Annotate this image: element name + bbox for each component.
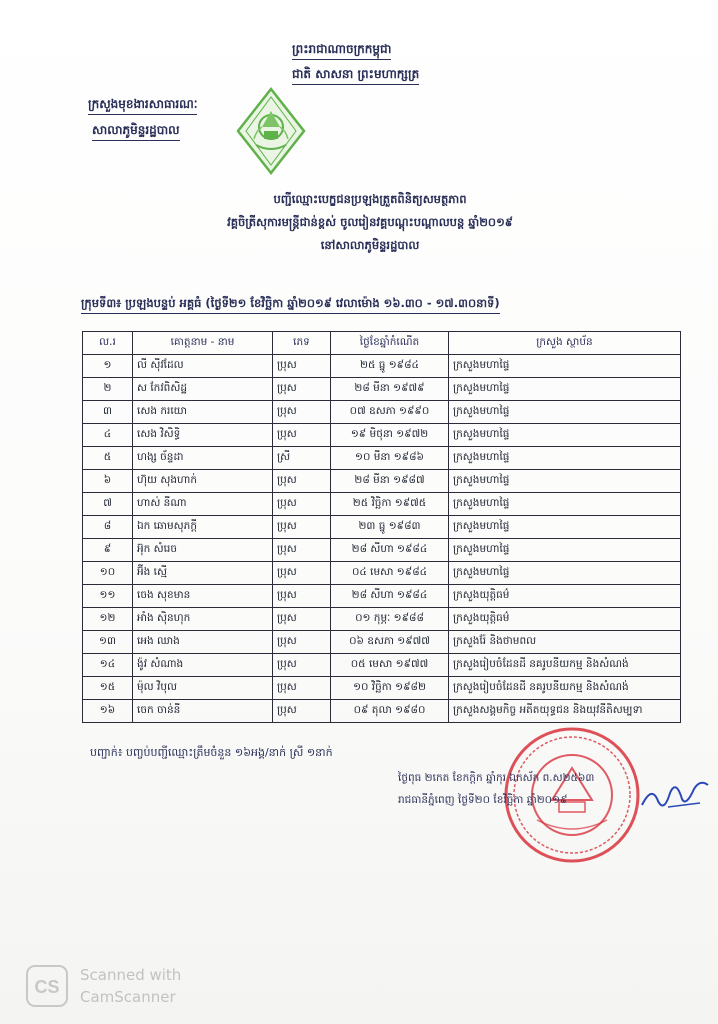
row-number: ១១ <box>83 585 133 608</box>
row-name: ង៉ូវ សំណាង <box>133 654 273 677</box>
signature-icon <box>638 775 718 815</box>
watermark-line-1: Scanned with <box>80 966 182 984</box>
row-name: សេង ករយោ <box>133 401 273 424</box>
national-motto: ជាតិ សាសនា ព្រះមហាក្សត្រ <box>292 66 419 85</box>
row-name: ហង្ស ច័ន្ទដា <box>133 447 273 470</box>
watermark-line-2: CamScanner <box>80 988 176 1006</box>
row-sex: ប្រុស <box>273 585 331 608</box>
row-name: ហ៊ុយ សុងហាក់ <box>133 470 273 493</box>
table-row <box>83 447 681 470</box>
row-sex: ប្រុស <box>273 608 331 631</box>
row-birth-date: ២៨ សីហា ១៩៨៤ <box>331 585 449 608</box>
title-line-2: វគ្គចិត្រីសុការមន្ត្រីជាន់ខ្ពស់ ចូលរៀនវគ្គបណ្តុះបណ្តាលបន្ត ឆ្នាំ២០១៩ <box>227 215 513 229</box>
table-row <box>83 516 681 539</box>
row-number: ៥ <box>83 447 133 470</box>
table-row <box>83 585 681 608</box>
row-ministry: ក្រសួងមហាផ្ទៃ <box>449 516 681 539</box>
row-ministry: ក្រសួងមហាផ្ទៃ <box>449 539 681 562</box>
row-birth-date: ០១ កុម្ភៈ ១៩៨៨ <box>331 608 449 631</box>
table-row <box>83 608 681 631</box>
row-sex: ប្រុស <box>273 516 331 539</box>
table-row <box>83 654 681 677</box>
row-number: ៨ <box>83 516 133 539</box>
header-birth-date: ថ្ងៃខែឆ្នាំកំណើត <box>331 332 449 355</box>
school-emblem-icon <box>236 87 306 175</box>
header-ministry: ក្រសួង ស្ថាប័ន <box>449 332 681 355</box>
row-name: ចេង សុខមាន <box>133 585 273 608</box>
row-number: ៦ <box>83 470 133 493</box>
title-line-1: បញ្ជីឈ្មោះបេក្ខជនប្រឡងត្រួតពិនិត្យសមត្ថភាព <box>273 192 467 206</box>
row-birth-date: ២៨ សីហា ១៩៨៤ <box>331 539 449 562</box>
row-name: ចេក ចាន់នី <box>133 700 273 723</box>
row-birth-date: ១០ វិច្ឆិកា ១៩៨២ <box>331 677 449 700</box>
table-row <box>83 539 681 562</box>
row-sex: ប្រុស <box>273 493 331 516</box>
candidate-table <box>82 331 681 723</box>
row-number: ៧ <box>83 493 133 516</box>
header-sex: ភេទ <box>273 332 331 355</box>
table-row <box>83 378 681 401</box>
row-birth-date: ០៥ មេសា ១៩៧៧ <box>331 654 449 677</box>
row-sex: ប្រុស <box>273 700 331 723</box>
row-number: ៩ <box>83 539 133 562</box>
row-ministry: ក្រសួងមហាផ្ទៃ <box>449 493 681 516</box>
row-sex: ស្រី <box>273 447 331 470</box>
row-number: ១ <box>83 355 133 378</box>
row-birth-date: ០៦ ឧសភា ១៩៧៧ <box>331 631 449 654</box>
row-birth-date: ២៨ មីនា ១៩៨៧ <box>331 470 449 493</box>
row-name: អេង ឈាង <box>133 631 273 654</box>
row-name: អ៊ីង ស្មើ <box>133 562 273 585</box>
row-ministry: ក្រសួងមហាផ្ទៃ <box>449 355 681 378</box>
row-birth-date: ០៧ ឧសភា ១៩៩០ <box>331 401 449 424</box>
row-number: ១៥ <box>83 677 133 700</box>
row-sex: ប្រុស <box>273 539 331 562</box>
document-title <box>90 188 650 257</box>
header-number: ល.រ <box>83 332 133 355</box>
row-number: ១០ <box>83 562 133 585</box>
header-name: គោត្តនាម - នាម <box>133 332 273 355</box>
row-birth-date: ១៩ មិថុនា ១៩៧២ <box>331 424 449 447</box>
row-sex: ប្រុស <box>273 631 331 654</box>
row-name: អាំង ស៊ិនហុក <box>133 608 273 631</box>
row-ministry: ក្រសួងយុត្តិធម៌ <box>449 585 681 608</box>
row-birth-date: ១០ មីនា ១៩៨៦ <box>331 447 449 470</box>
school-name: សាលាភូមិន្ទរដ្ឋបាល <box>92 122 180 141</box>
row-number: ១៣ <box>83 631 133 654</box>
table-row <box>83 470 681 493</box>
row-sex: ប្រុស <box>273 562 331 585</box>
row-number: ២ <box>83 378 133 401</box>
row-birth-date: ២៥ វិច្ឆិកា ១៩៧៥ <box>331 493 449 516</box>
row-ministry: ក្រសួងមហាផ្ទៃ <box>449 424 681 447</box>
row-sex: ប្រុស <box>273 378 331 401</box>
table-header-row <box>83 332 681 355</box>
row-name: អ៊ុក សំរេច <box>133 539 273 562</box>
row-sex: ប្រុស <box>273 424 331 447</box>
row-birth-date: ២៣ ធ្នូ ១៩៨៣ <box>331 516 449 539</box>
table-row <box>83 677 681 700</box>
row-number: ១៤ <box>83 654 133 677</box>
table-row <box>83 631 681 654</box>
row-birth-date: ០៤ មេសា ១៩៨៤ <box>331 562 449 585</box>
row-sex: ប្រុស <box>273 654 331 677</box>
row-ministry: ក្រសួងរៀបចំដែនដី នគរូបនីយកម្ម និងសំណង់ <box>449 677 681 700</box>
row-ministry: ក្រសួងមហាផ្ទៃ <box>449 447 681 470</box>
table-row <box>83 424 681 447</box>
table-row <box>83 355 681 378</box>
row-birth-date: ០៩ តុលា ១៩៨០ <box>331 700 449 723</box>
row-number: ៤ <box>83 424 133 447</box>
exam-group-line: ក្រុមទី៣៖ ប្រឡងបន្ទប់ អគ្គធំ (ថ្ងៃទី២១ ខែវិច្ឆិកា ឆ្នាំ២០១៩ វេលាម៉ោង ១៦.៣០ - ១៧.៣០នាទី) <box>81 296 500 314</box>
scanner-watermark <box>80 964 181 1008</box>
row-number: ៣ <box>83 401 133 424</box>
row-ministry: ក្រសួងសង្គមកិច្ច អតីតយុទ្ធជន និងយុវនីតិសម្បទា <box>449 700 681 723</box>
row-sex: ប្រុស <box>273 470 331 493</box>
row-name: សេង វិសិទ្ធិ <box>133 424 273 447</box>
row-name: លី ស៊ីវដែល <box>133 355 273 378</box>
kingdom-heading: ព្រះរាជាណាចក្រកម្ពុជា <box>292 41 391 60</box>
row-name: ស កែវពិសិដ្ឋ <box>133 378 273 401</box>
camscanner-logo-text: CS <box>34 977 60 997</box>
row-ministry: ក្រសួងមហាផ្ទៃ <box>449 470 681 493</box>
row-number: ១២ <box>83 608 133 631</box>
row-ministry: ក្រសួងមហាផ្ទៃ <box>449 562 681 585</box>
place-and-date: រាជធានីភ្នំពេញ ថ្ងៃទី២០ ខែវិច្ឆិកា ឆ្នាំ២០១៩ <box>398 794 568 806</box>
row-ministry: ក្រសួងរៀបចំដែនដី នគរូបនីយកម្ម និងសំណង់ <box>449 654 681 677</box>
row-sex: ប្រុស <box>273 677 331 700</box>
row-sex: ប្រុស <box>273 401 331 424</box>
ministry-name: ក្រសួងមុខងារសាធារណៈ <box>88 96 197 115</box>
summary-note: បញ្ជាក់៖ បញ្ចប់បញ្ជីឈ្មោះត្រឹមចំនួន ១៦អង្គ/នាក់ ស្រី ១នាក់ <box>90 746 333 759</box>
camscanner-logo-icon <box>26 965 68 1007</box>
table-row <box>83 562 681 585</box>
table-row <box>83 493 681 516</box>
row-ministry: ក្រសួងយុត្តិធម៌ <box>449 608 681 631</box>
table-row <box>83 401 681 424</box>
row-ministry: ក្រសួងមហាផ្ទៃ <box>449 378 681 401</box>
row-sex: ប្រុស <box>273 355 331 378</box>
row-name: ម៉ុល វិបុល <box>133 677 273 700</box>
row-name: ហាស់ នីណា <box>133 493 273 516</box>
title-line-3: នៅសាលាភូមិន្ទរដ្ឋបាល <box>320 238 420 252</box>
lunar-date: ថ្ងៃពុធ ២កេត ខែកក្តិក ឆ្នាំកុរ ឯកស័ក ព.ស២៥៦៣ <box>398 772 595 784</box>
row-ministry: ក្រសួងរ៉ែ និងថាមពល <box>449 631 681 654</box>
row-birth-date: ២៥ ធ្នូ ១៩៨៤ <box>331 355 449 378</box>
row-birth-date: ២៨ មីនា ១៩៧៩ <box>331 378 449 401</box>
row-number: ១៦ <box>83 700 133 723</box>
row-ministry: ក្រសួងមហាផ្ទៃ <box>449 401 681 424</box>
row-name: ឯក ឆោមសុភក្តី <box>133 516 273 539</box>
